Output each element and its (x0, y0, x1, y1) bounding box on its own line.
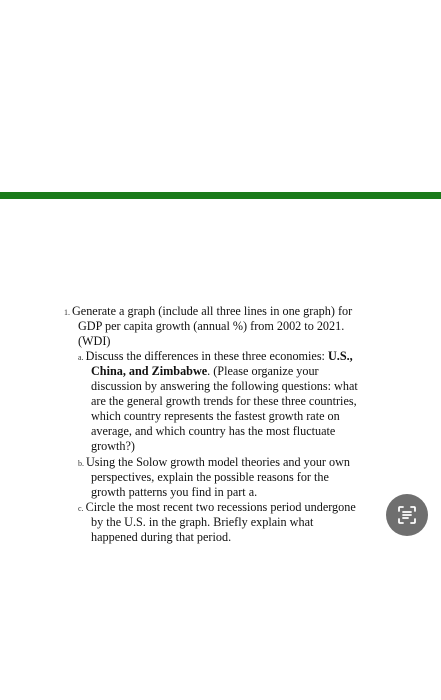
part-c-line-2: by the U.S. in the graph. Briefly explain what (91, 515, 314, 529)
part-a-line-3: discussion by answering the following questions: what (91, 379, 358, 393)
part-a-line-4: are the general growth trends for these three countries, (91, 394, 357, 408)
part-b-line-3: growth patterns you find in part a. (91, 485, 258, 499)
part-c-line-3: happened during that period. (91, 530, 232, 544)
part-c-marker: c. (78, 504, 84, 513)
part-c-line-1: c. Circle the most recent two recessions period undergone (78, 500, 356, 514)
part-a-line-1: a. Discuss the differences in these three economies: U.S., (78, 349, 353, 363)
part-a-line-6: average, and which country has the most fluctuate (91, 424, 336, 438)
question-1-line-2: GDP per capita growth (annual %) from 2002 to 2021. (78, 319, 345, 333)
question-1-line-1: 1. Generate a graph (include all three lines in one graph) for (64, 304, 353, 318)
part-a-line-5: which country represents the fastest growth rate on (91, 409, 340, 423)
text-scan-button[interactable] (386, 494, 428, 536)
part-a-line-7: growth?) (91, 439, 135, 453)
part-b-line-1: b. Using the Solow growth model theories and your own (78, 455, 351, 469)
question-number: 1. (64, 308, 70, 317)
part-a-line-2: China, and Zimbabwe. (Please organize your (91, 364, 319, 378)
part-b-line-2: perspectives, explain the possible reasons for the (91, 470, 329, 484)
text-scan-icon (395, 503, 419, 527)
question-1-line-3: (WDI) (78, 334, 111, 348)
part-b-marker: b. (78, 459, 84, 468)
part-a-marker: a. (78, 353, 84, 362)
